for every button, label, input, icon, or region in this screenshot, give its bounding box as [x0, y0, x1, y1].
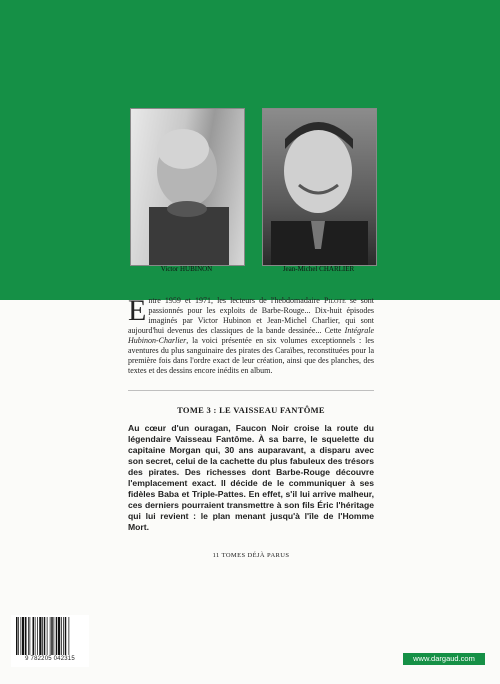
barcode-bar — [28, 617, 29, 655]
barcode-bar — [61, 617, 62, 655]
publisher-website[interactable]: www.dargaud.com — [403, 653, 485, 665]
barcode-bar — [39, 617, 41, 655]
barcode-bar — [30, 617, 31, 655]
author-photo-hubinon — [130, 108, 245, 266]
barcode-bars — [15, 617, 85, 655]
barcode-bar — [16, 617, 18, 655]
barcode-bar — [21, 617, 22, 655]
intro-edition: Intégrale Hubinon-Charlier — [128, 326, 374, 345]
barcode-bar — [35, 617, 36, 655]
barcode-digits: 9 782205 042315 — [25, 656, 75, 662]
intro-dropcap: E — [128, 294, 147, 327]
intro-paragraph — [128, 296, 374, 376]
tome-title: TOME 3 : LE VAISSEAU FANTÔME — [177, 405, 325, 415]
barcode-bar — [44, 617, 46, 655]
green-header-band — [0, 0, 500, 300]
intro-magazine: Pilote — [323, 296, 346, 305]
synopsis: Au cœur d'un ouragan, Faucon Noir croise la route du légendaire Vaisseau Fantôme. À sa barre, le squelette du capitaine Morgan qui, 30 ans auparavant, a disparu avec son secret, celui de la cachette du plus fabuleux des trésors des pirates. Des richesses dont Barbe-Rouge découvre l'emplacement exact. Il décide de le communiquer à ses fidèles Baba et Triple-Pattes. En effet, s'il lui arrive malheur, ces derniers pourraient transmettre à son fils Éric l'héritage qui lui revient : le plan menant jusqu'à l'île de l'Homme Mort. — [128, 423, 374, 532]
intro-text-2: se sont passionnés pour les exploits de Barbe-Rouge... Dix-huit épisodes imaginés par Victor Hubinon et Jean-Michel Charlier, qui sont aujourd'hui devenus des classiques de la bande dessinée... Cette — [128, 296, 375, 335]
barcode-bar — [58, 617, 60, 655]
tomes-count: 11 TOMES DÉJÀ PARUS — [212, 552, 290, 559]
barcode-bar — [42, 617, 43, 655]
barcode-bar — [54, 617, 55, 655]
barcode-bar — [65, 617, 67, 655]
divider — [128, 390, 374, 391]
barcode-bar — [22, 617, 24, 655]
barcode-bar — [47, 617, 48, 655]
barcode-bar — [63, 617, 64, 655]
barcode-bar — [25, 617, 27, 655]
barcode-bar — [33, 617, 35, 655]
author-caption-right: Jean-Michel CHARLIER — [282, 265, 355, 273]
barcode-bar — [50, 617, 51, 655]
barcode-bar — [37, 617, 38, 655]
barcode-bar — [18, 617, 19, 655]
barcode-bar — [56, 617, 58, 655]
intro-text-3: , la voici présentée en six volumes exceptionnels : les aventures du plus sanguinaire des pirates des Caraïbes, reconstituées pour la première fois dans l'ordre exact de leur création, ainsi que des planches, des textes et des dessins encore inédits en album. — [128, 336, 374, 375]
barcode — [11, 615, 89, 667]
barcode-bar — [69, 617, 70, 655]
author-caption-left: Victor HUBINON — [160, 265, 213, 273]
barcode-bar — [51, 617, 53, 655]
author-photo-charlier — [262, 108, 377, 266]
intro-text-1: ntre 1959 et 1971, les lecteurs de l'hebdomadaire — [148, 296, 324, 305]
